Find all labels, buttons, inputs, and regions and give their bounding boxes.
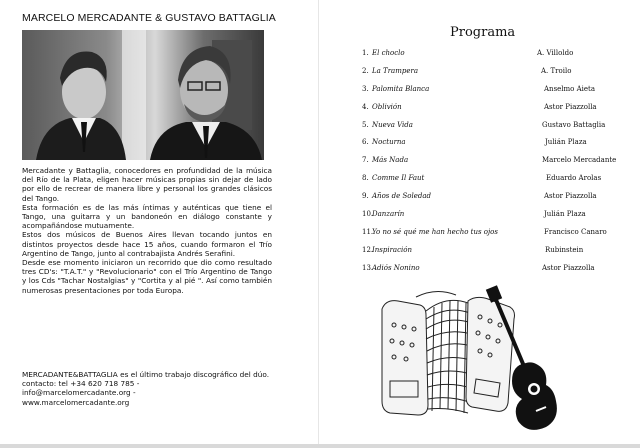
composer-name: Eduardo Arolas: [546, 174, 602, 183]
programa-item: [362, 264, 632, 282]
programa-item: [362, 156, 632, 174]
programa-item: [362, 210, 632, 228]
duo-photo: [22, 30, 264, 160]
programa-item: [362, 85, 632, 103]
instruments-drawing: [376, 285, 566, 435]
programa-item: [362, 121, 632, 139]
composer-name: Astor Piazzolla: [542, 263, 595, 272]
composer-name: Francisco Canaro: [544, 227, 607, 236]
composer-name: Julián Plaza: [544, 210, 586, 219]
item-number: 7.: [362, 156, 369, 165]
duo-photo-image: [22, 30, 264, 160]
programa-item: [362, 49, 632, 67]
item-number: 3.: [362, 84, 369, 93]
programa-list: [362, 49, 632, 282]
programa-item: [362, 103, 632, 121]
bio-paragraph: Mercadante y Battaglia, conocedores en profundidad de la música del Río de la Plata, eligen hacer músicas propias sin dejar de lado por ello de recrear de manera libre y personal los grandes clásicos del Tango.: [22, 166, 272, 203]
bio-paragraph: Estos dos músicos de Buenos Aires llevan tocando juntos en distintos proyectos desde hace 15 años, cuando formaron el Trío Argentino de Tango, junto al contrabajista Andrés Serafini.: [22, 230, 272, 258]
programa-item: [362, 174, 632, 192]
composer-name: Gustavo Battaglia: [542, 120, 606, 129]
item-number: 1.: [362, 49, 369, 57]
programa-item: [362, 228, 632, 246]
song-title: Yo no sé qué me han hecho tus ojos: [372, 227, 498, 236]
item-number: 6.: [362, 138, 369, 147]
composer-name: Astor Piazzolla: [544, 192, 597, 201]
bio-paragraph: Desde ese momento iniciaron un recorrido que dio como resultado tres CD's: "T.A.T." y "Revolucionario" con el Trío Argentino de Tango y los Cds "Tachar Nostalgias" y "Cortita y al pié ". Así como también numerosas presentaciones por toda Europa.: [22, 258, 272, 295]
album-note: MERCADANTE&BATTAGLIA es el último trabajo discográfico del dúo.: [22, 370, 270, 379]
song-title: La Trampera: [372, 66, 419, 75]
item-number: 10.: [362, 210, 374, 219]
fold-line: [318, 0, 319, 448]
composer-name: Julián Plaza: [545, 138, 587, 147]
programa-item: [362, 138, 632, 156]
item-number: 9.: [362, 192, 369, 201]
composer-name: Marcelo Mercadante: [542, 156, 617, 165]
bio-text: [22, 166, 272, 295]
programa-item: [362, 192, 632, 210]
item-number: 11.: [362, 227, 374, 236]
song-title: Nueva Vida: [372, 120, 413, 129]
item-number: 8.: [362, 174, 369, 183]
song-title: Palomita Blanca: [372, 84, 430, 93]
song-title: Nocturna: [372, 138, 406, 147]
contact-website: www.marcelomercadante.org: [22, 397, 130, 407]
programa-title: Programa: [450, 25, 516, 40]
item-number: 4.: [362, 102, 369, 111]
item-number: 12.: [362, 245, 374, 254]
song-title: Adiós Nonino: [372, 263, 420, 272]
page-bottom-edge: [0, 444, 640, 448]
contact-phone: contacto: tel +34 620 718 785 -: [22, 379, 140, 389]
contact-footer: [22, 370, 272, 407]
programa-item: [362, 67, 632, 85]
page-title: MARCELO MERCADANTE & GUSTAVO BATTAGLIA: [22, 12, 276, 24]
composer-name: Astor Piazzolla: [544, 102, 597, 111]
item-number: 13.: [362, 263, 374, 272]
song-title: Oblivión: [372, 102, 402, 111]
song-title: Danzarín: [372, 210, 405, 219]
song-title: Comme Il Faut: [372, 174, 425, 183]
song-title: Inspiración: [372, 245, 412, 254]
bandoneon-guitar-illustration: [376, 285, 566, 435]
bio-paragraph: Esta formación es de las más íntimas y auténticas que tiene el Tango, una guitarra y un bandoneón en diálogo constante y acompañándose mutuamente.: [22, 202, 272, 231]
song-title: El choclo: [372, 49, 405, 57]
item-number: 2.: [362, 66, 369, 75]
composer-name: Rubinstein: [545, 245, 584, 254]
programa-item: [362, 246, 632, 264]
song-title: Años de Soledad: [372, 192, 431, 201]
contact-email: info@marcelomercadante.org -: [22, 388, 136, 398]
composer-name: A. Villoldo: [537, 49, 574, 57]
composer-name: A. Troilo: [541, 66, 572, 75]
composer-name: Anselmo Aieta: [544, 84, 596, 93]
song-title: Más Nada: [372, 156, 409, 165]
item-number: 5.: [362, 120, 369, 129]
